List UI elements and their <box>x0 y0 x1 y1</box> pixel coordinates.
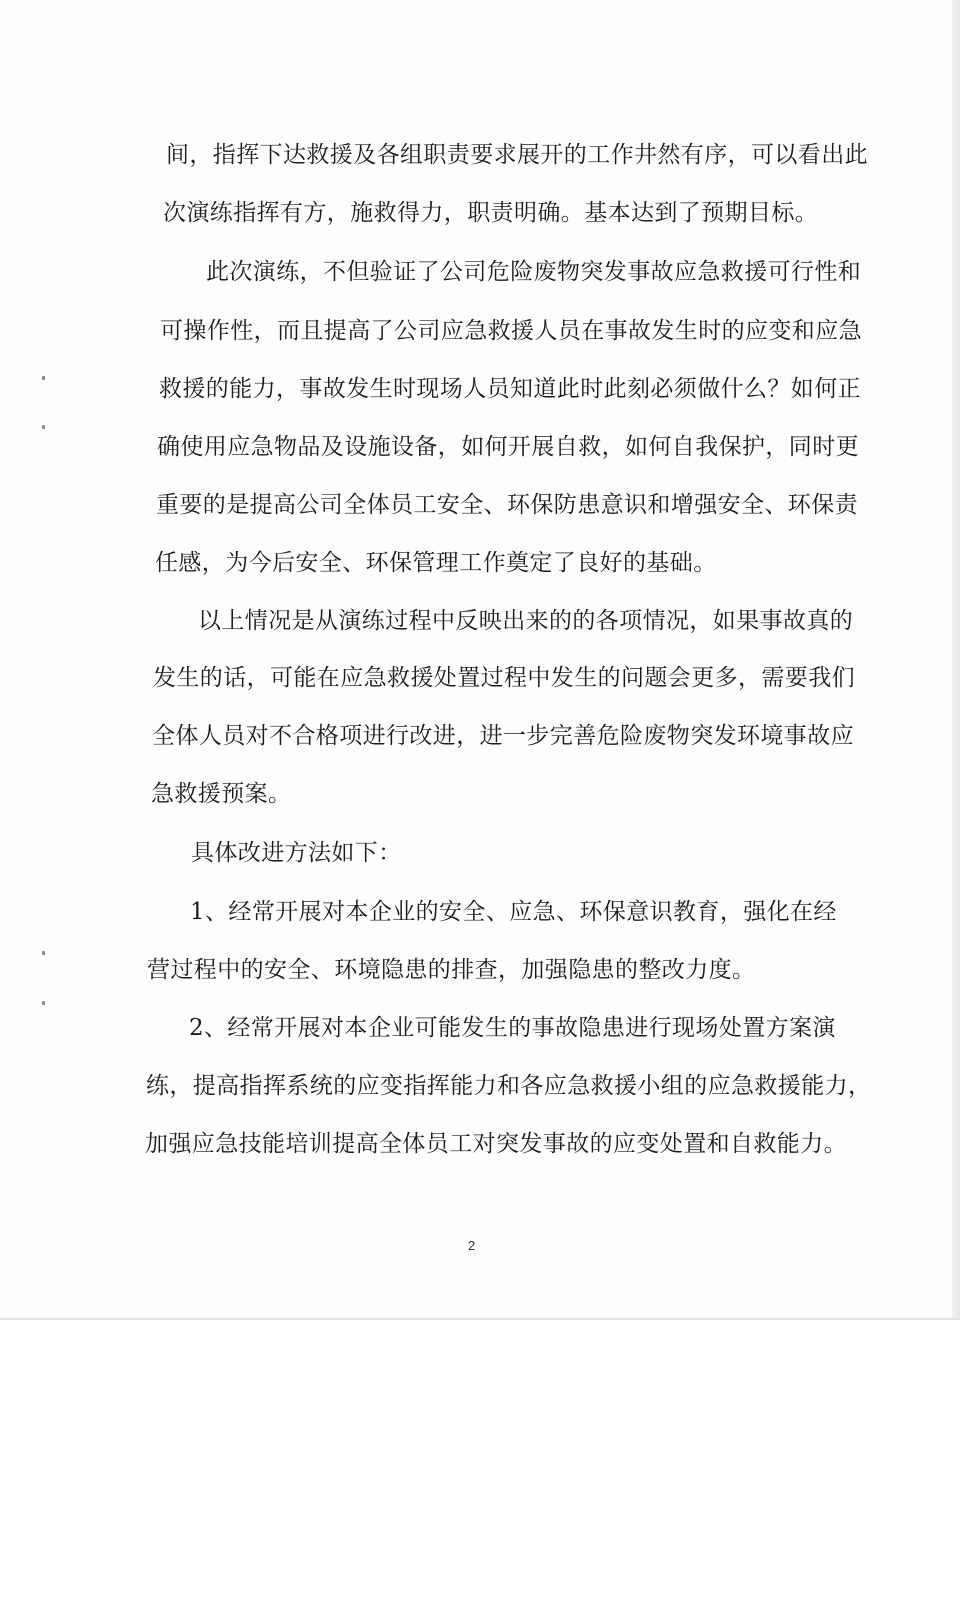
body-line: 营过程中的安全、环境隐患的排查，加强隐患的整改力度。 <box>147 957 756 983</box>
body-line: 2、经常开展对本企业可能发生的事故隐患进行现场处置方案演 <box>189 1015 836 1041</box>
body-line: 以上情况是从演练过程中反映出来的的各项情况，如果事故真的 <box>198 608 854 634</box>
body-line: 可操作性，而且提高了公司应急救援人员在事故发生时的应变和应急 <box>160 318 862 344</box>
body-line: 间，指挥下达救援及各组职责要求展开的工作井然有序，可以看出此 <box>166 142 868 168</box>
binder-hole-mark <box>42 376 45 380</box>
body-line: 发生的话，可能在应急救援处置过程中发生的问题会更多，需要我们 <box>153 665 855 691</box>
binder-hole-mark <box>42 425 45 429</box>
body-line: 练，提高指挥系统的应变指挥能力和各应急救援小组的应急救援能力， <box>146 1073 872 1099</box>
body-line: 此次演练，不但验证了公司危险废物突发事故应急救援可行性和 <box>206 259 862 285</box>
body-line: 急救援预案。 <box>151 781 292 807</box>
body-line: 重要的是提高公司全体员工安全、环保防患意识和增强安全、环保责 <box>156 492 858 518</box>
body-line: 具体改进方法如下： <box>191 840 402 866</box>
binder-hole-mark <box>42 1001 45 1005</box>
binder-hole-mark <box>42 951 45 955</box>
page-number: 2 <box>468 1238 476 1253</box>
body-line: 任感，为今后安全、环保管理工作奠定了良好的基础。 <box>155 550 717 576</box>
scan-edge-shadow <box>952 0 960 1318</box>
body-line: 救援的能力，事故发生时现场人员知道此时此刻必须做什么？如何正 <box>159 376 861 402</box>
body-line: 全体人员对不合格项进行改进，进一步完善危险废物突发环境事故应 <box>152 723 854 749</box>
body-line: 次演练指挥有方，施救得力，职责明确。基本达到了预期目标。 <box>163 200 819 226</box>
body-line: 确使用应急物品及设施设备，如何开展自救，如何自我保护，同时更 <box>157 434 859 460</box>
body-line: 加强应急技能培训提高全体员工对突发事故的应变处置和自救能力。 <box>145 1131 847 1157</box>
body-line: 1、经常开展对本企业的安全、应急、环保意识教育，强化在经 <box>190 899 837 925</box>
